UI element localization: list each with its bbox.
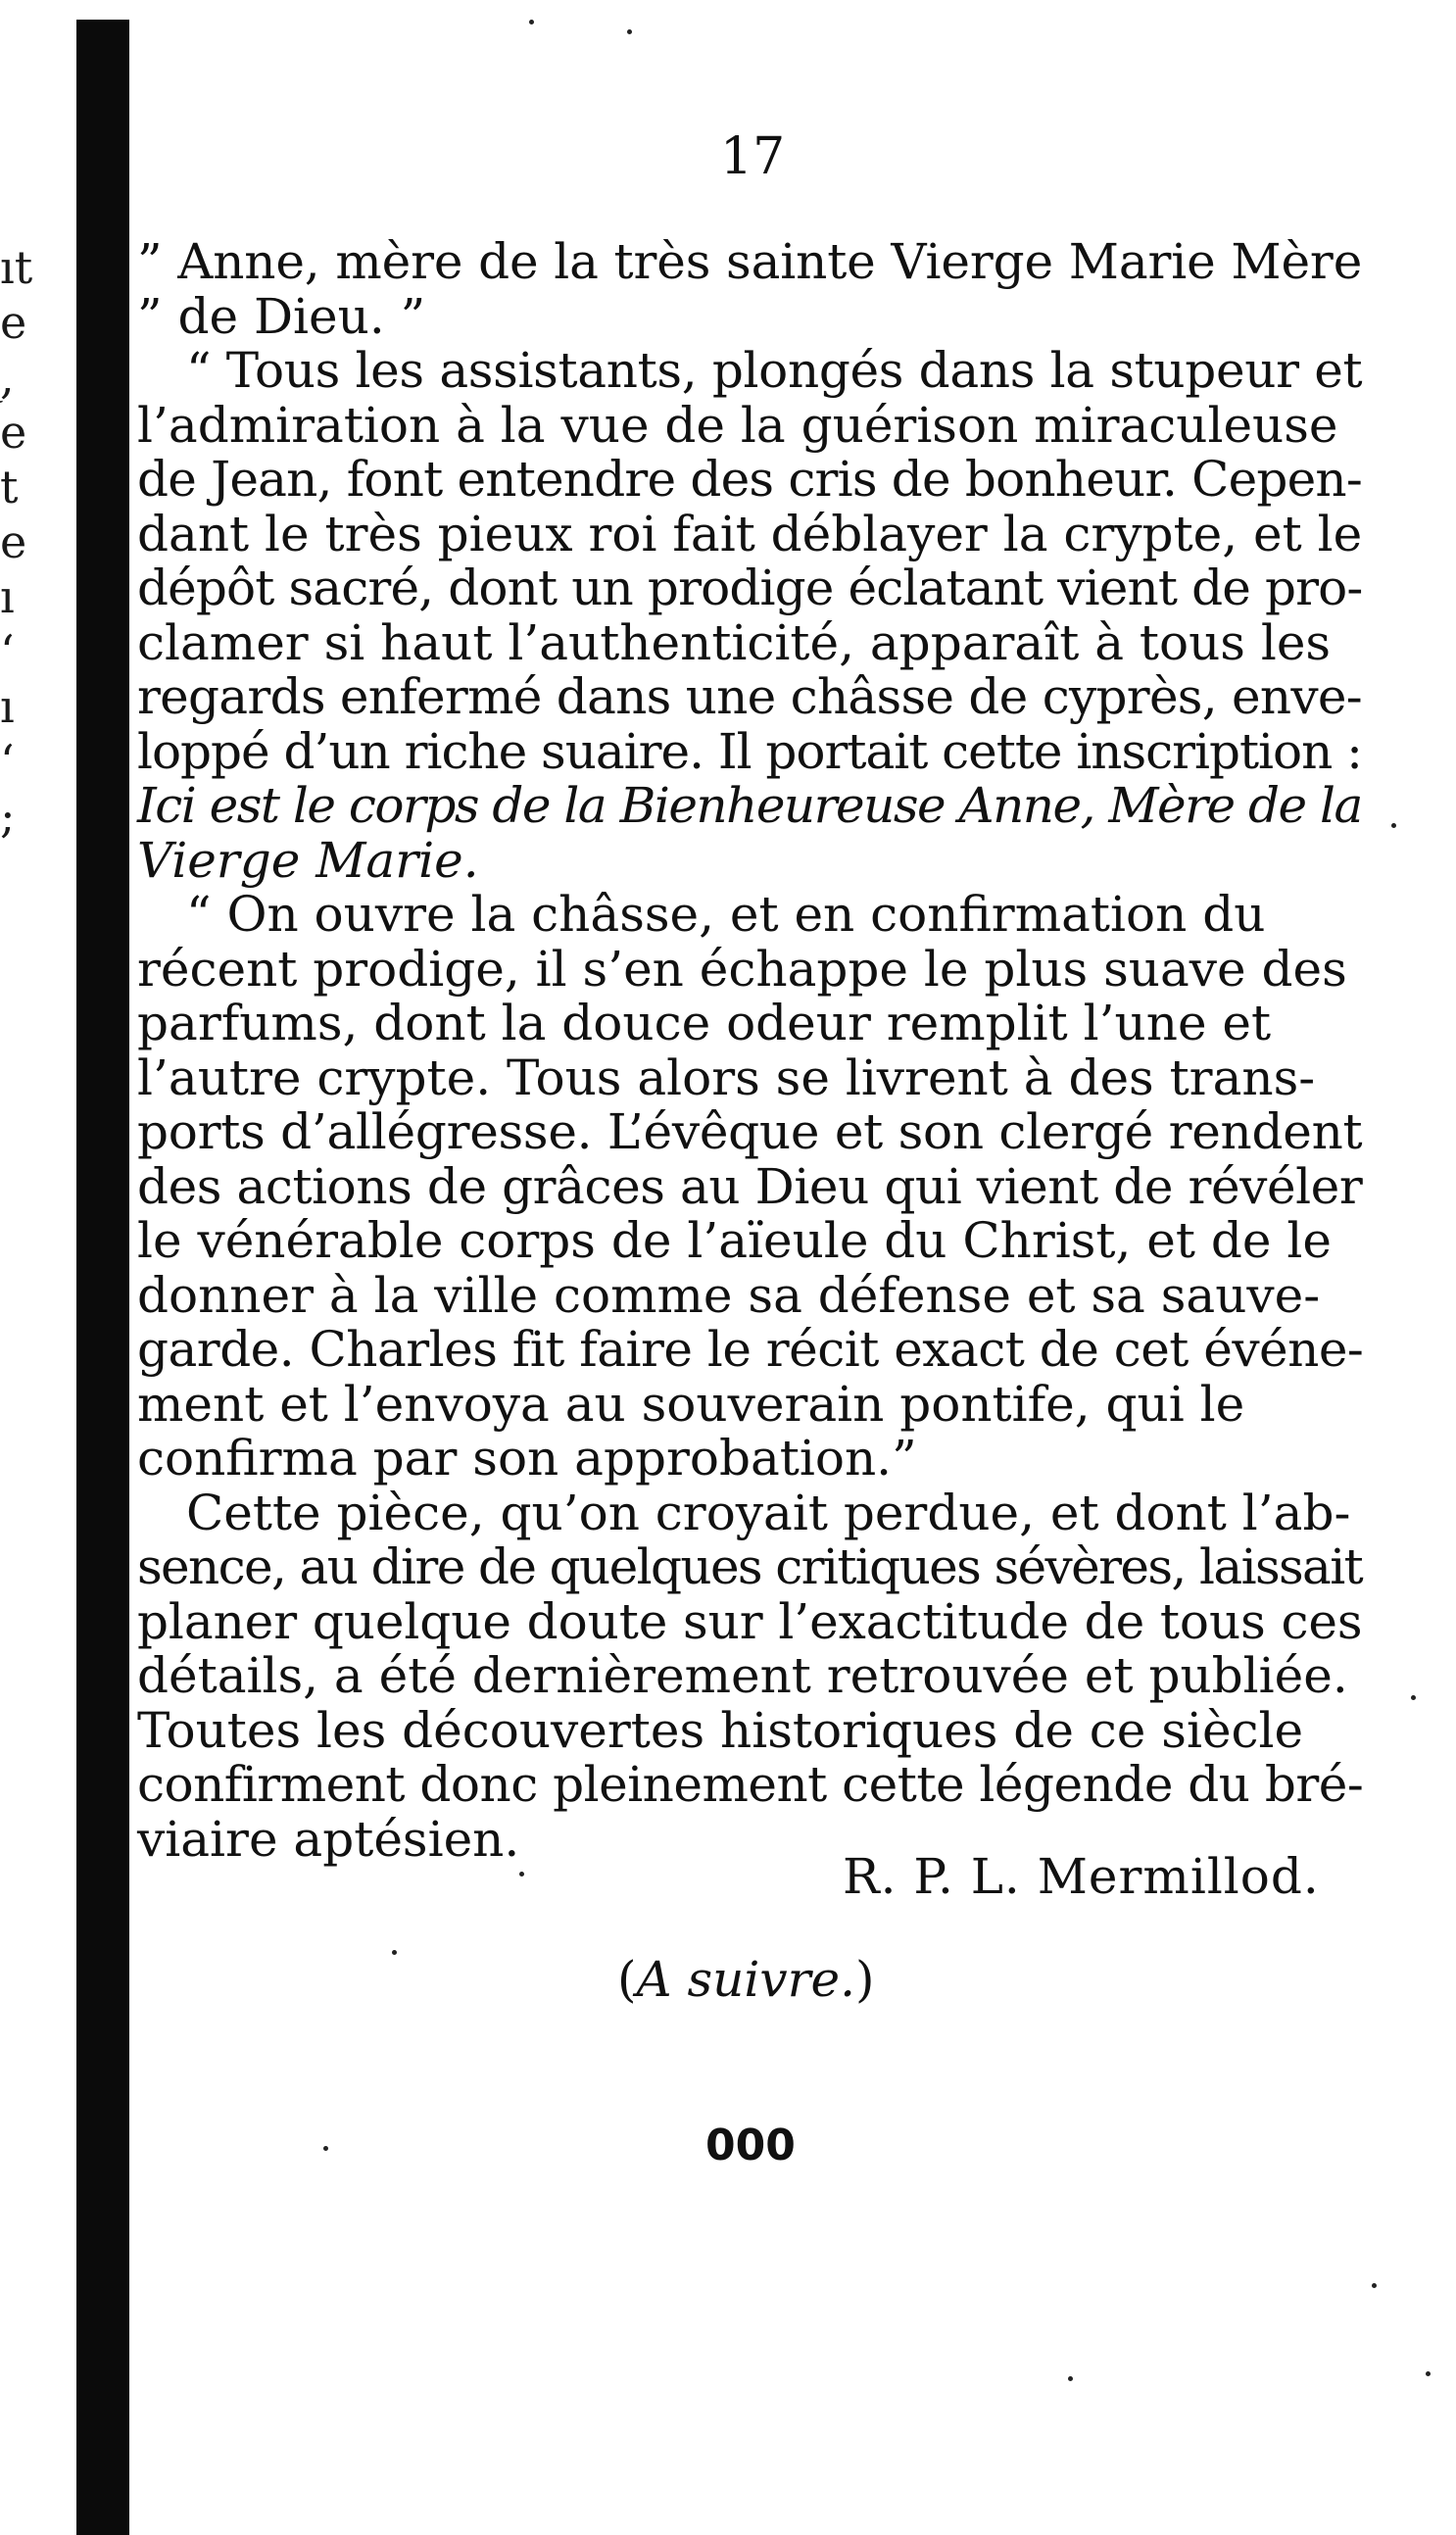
text-line: de Jean, font entendre des cris de bonheur. Cepen- (137, 451, 1362, 508)
bleed-letter: ; (0, 790, 16, 843)
text-line: Vierge Marie. (137, 831, 479, 889)
text-line: dant le très pieux roi fait déblayer la crypte, et le (137, 505, 1363, 562)
text-line: l’autre crypte. Tous alors se livrent à des trans- (137, 1048, 1316, 1106)
text-line: confirma par son approbation.” (137, 1430, 917, 1487)
bleed-letter: ı (0, 680, 15, 733)
text-line: le vénérable corps de l’aïeule du Christ, et de le (137, 1212, 1332, 1269)
text-line: l’admiration à la vue de la guérison miraculeuse (137, 396, 1338, 454)
text-line: Cette pièce, qu’on croyait perdue, et dont l’ab- (186, 1484, 1351, 1541)
bleed-letter: t (0, 461, 19, 513)
scan-speck (519, 1872, 524, 1877)
text-line: clamer si haut l’authenticité, apparaît à tous les (137, 613, 1332, 671)
book-binding-strip (76, 20, 129, 2535)
text-line: ” Anne, mère de la très sainte Vierge Marie Mère (137, 233, 1363, 290)
bleed-letter: ʻ (0, 735, 15, 788)
scan-speck (323, 2146, 328, 2151)
text-line: Ici est le corps de la Bienheureuse Anne, Mère de la (137, 777, 1362, 834)
text-line: détails, a été dernièrement retrouvée et publiée. (137, 1647, 1348, 1704)
text-line: ports d’allégresse. L’évêque et son clergé rendent (137, 1103, 1363, 1160)
text-line: Toutes les découvertes historiques de ce siècle (137, 1701, 1304, 1759)
scan-speck (1372, 2283, 1377, 2288)
text-line: ” de Dieu. ” (137, 287, 426, 345)
scan-speck (1391, 823, 1396, 828)
text-line: des actions de grâces au Dieu qui vient de révéler (137, 1157, 1363, 1215)
text-line: donner à la ville comme sa défense et sa sauve- (137, 1266, 1321, 1324)
text-line: ment et l’envoya au souverain pontife, qui le (137, 1375, 1245, 1433)
paren-open: ( (617, 1951, 637, 2008)
text-line: récent prodige, il s’en échappe le plus suave des (137, 940, 1347, 998)
author-signature: R. P. L. Mermillod. (843, 1848, 1320, 1905)
bleed-letter: ʻ (0, 625, 15, 678)
paren-close: ) (855, 1951, 875, 2008)
text-line: confirment donc pleinement cette légende du bré- (137, 1756, 1364, 1813)
bleed-letter: e (0, 515, 27, 568)
scan-speck (627, 29, 632, 34)
bleed-through-margin (0, 240, 69, 844)
bleed-letter: e (0, 296, 27, 349)
continuation-text: A suivre. (636, 1951, 856, 2008)
text-line: sence, au dire de quelques critiques sévères, laissait (137, 1538, 1363, 1595)
scan-speck (1068, 2376, 1073, 2381)
bleed-letter: ıt (0, 241, 33, 294)
body-text (137, 235, 1362, 1867)
bleed-letter: ı (0, 570, 15, 623)
scan-speck (1411, 1695, 1416, 1700)
scan-speck (529, 20, 534, 24)
to-be-continued (617, 1950, 875, 2009)
bleed-letter: ͅ, (0, 351, 15, 404)
bleed-letter: e (0, 406, 27, 459)
text-line: “ On ouvre la châsse, et en confirmation du (186, 886, 1266, 943)
text-line: dépôt sacré, dont un prodige éclatant vient de pro- (137, 560, 1363, 616)
text-line: “ Tous les assistants, plongés dans la stupeur et (186, 342, 1363, 399)
text-line: garde. Charles fit faire le récit exact de cet événe- (137, 1321, 1364, 1378)
text-line: regards enfermé dans une châsse de cyprès, enve- (137, 668, 1362, 725)
scan-speck (1426, 2371, 1431, 2376)
end-ornament: 000 (705, 2121, 796, 2170)
scan-speck (392, 1950, 397, 1955)
text-line: planer quelque doute sur l’exactitude de tous ces (137, 1592, 1363, 1650)
text-line: parfums, dont la douce odeur remplit l’une et (137, 995, 1272, 1051)
page-number: 17 (720, 127, 786, 186)
text-line: viaire aptésien. (137, 1810, 520, 1868)
text-line: loppé d’un riche suaire. Il portait cette inscription : (137, 722, 1362, 780)
